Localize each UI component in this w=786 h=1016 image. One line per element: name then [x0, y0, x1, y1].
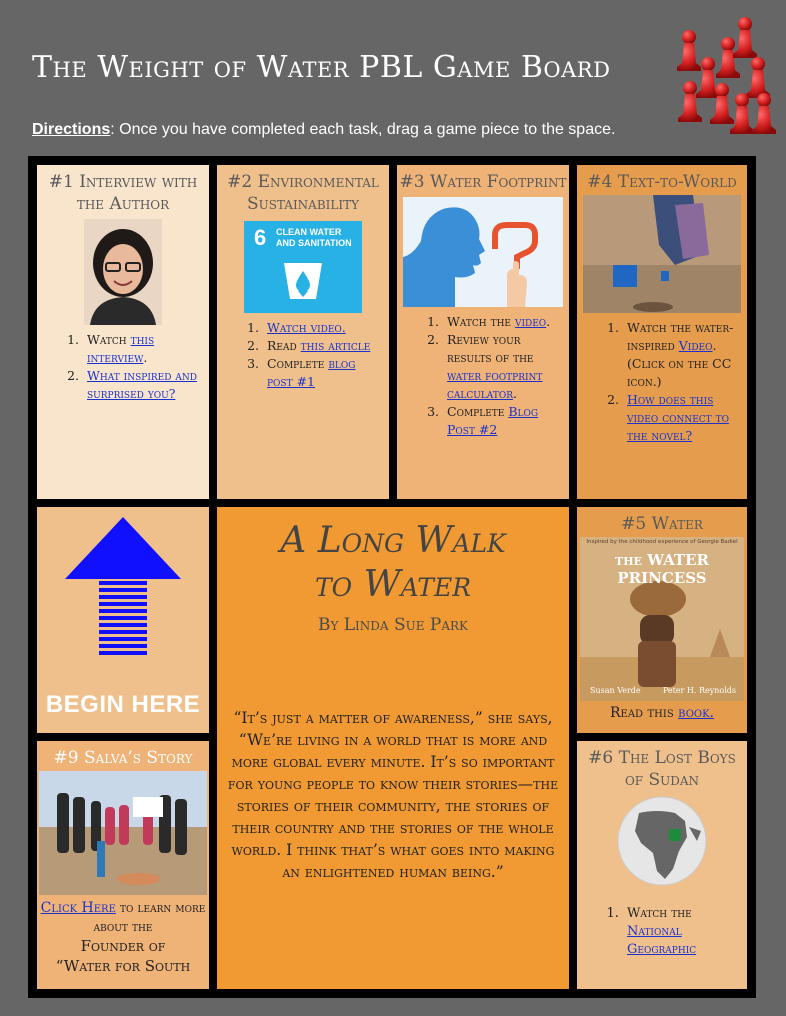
read-book-text: Read this book. — [609, 705, 715, 721]
sdg6-badge — [244, 221, 362, 313]
center-panel — [217, 507, 569, 989]
list-item: 1. Watch the video. — [443, 313, 561, 331]
directions-label: Directions — [32, 121, 111, 138]
space-2-title: #2 Environmental Sustainability — [227, 172, 379, 214]
salva-text: Click Here to learn more about the Founder of “Water for South — [40, 900, 206, 975]
badge-text: CLEAN WATER AND SANITATION — [276, 227, 352, 248]
cover-title: the WATER PRINCESS — [615, 551, 709, 587]
nat-geo-link[interactable]: National Geographic — [627, 924, 697, 957]
space-1-interview[interactable] — [37, 165, 209, 499]
water-drop-icon — [244, 221, 362, 313]
space-6-lost-boys[interactable] — [577, 741, 747, 989]
space-3-title: #3 Water Footprint — [399, 172, 567, 192]
globe-sudan-icon — [577, 791, 747, 891]
click-here-link[interactable]: Click Here — [40, 900, 116, 916]
book-title: A Long Walk to Water — [280, 520, 506, 605]
directions — [32, 121, 615, 139]
up-arrow-icon — [37, 515, 209, 675]
cover-author: Susan Verde — [590, 686, 641, 695]
author-quote: “It’s just a matter of awareness,” she says, “We’re living in a world that is more and more global every minute. It’s so important for young people to know their stories—the stories of their community, the stories of their country and the stories of the whole world. I think that’s what goes into making an enlightened human being.” — [227, 709, 559, 881]
water-video-link[interactable]: Video — [678, 338, 713, 353]
space-6-title: #6 The Lost Boys of Sudan — [588, 748, 736, 790]
cover-illustrator: Peter H. Reynolds — [662, 686, 736, 695]
pawn-icon[interactable] — [730, 93, 754, 134]
begin-here-label: BEGIN HERE — [45, 691, 201, 718]
book-byline: By Linda Sue Park — [317, 615, 469, 635]
badge-number: 6 — [254, 225, 267, 250]
space-3-tasks — [397, 313, 569, 439]
list-item: 2. Review your results of the water footprint calculator. — [443, 331, 561, 403]
space-4-title: #4 Text-to-World — [587, 172, 737, 192]
pawn-icon[interactable] — [752, 93, 776, 134]
blog-post-2-link[interactable]: Blog Post #2 — [447, 404, 539, 437]
list-item — [83, 367, 201, 403]
space-3-footprint[interactable] — [397, 165, 569, 499]
footprint-calculator-link[interactable]: water footprint calculator — [447, 368, 543, 401]
book-tagline: Inspired by the childhood experience of Georgie Badiel — [586, 539, 738, 545]
space-4-tasks — [577, 319, 747, 445]
list-item: 1. Watch this interview. — [83, 331, 201, 367]
space-2-tasks — [217, 319, 389, 391]
list-item: 3. Complete Blog Post #2 — [443, 403, 561, 439]
list-item — [263, 319, 381, 337]
game-pieces[interactable] — [662, 12, 782, 142]
list-item: 2. Read this article — [263, 337, 381, 355]
space-9-title: #9 Salva’s Story — [53, 748, 193, 768]
water-pump-photo — [583, 195, 741, 313]
space-9-salva[interactable] — [37, 741, 209, 989]
page-title: The Weight of Water PBL Game Board — [32, 50, 611, 85]
space-6-tasks — [577, 905, 747, 959]
water-princess-cover — [580, 537, 744, 701]
pawn-icon[interactable] — [733, 17, 757, 58]
space-1-tasks — [37, 331, 209, 403]
space-begin[interactable] — [37, 507, 209, 733]
game-board — [28, 156, 756, 998]
list-item: 1. Watch the National Geographic — [623, 905, 739, 959]
well-group-photo — [39, 771, 207, 895]
directions-text: : Once you have completed each task, drag a game piece to the space. — [110, 121, 616, 138]
water-footprint-graphic — [403, 197, 563, 307]
pawn-icon[interactable] — [678, 81, 702, 122]
footprint-video-link[interactable]: video — [514, 314, 547, 329]
watch-video-link[interactable]: Watch video. — [267, 320, 346, 335]
connect-novel-link[interactable]: How does this video connect to the novel? — [627, 392, 730, 443]
interview-link[interactable]: this interview — [87, 332, 155, 365]
article-link[interactable]: this article — [300, 338, 371, 353]
author-portrait — [84, 219, 162, 325]
space-5-title: #5 Water — [621, 514, 703, 534]
blog-post-1-link[interactable]: blog post #1 — [267, 356, 356, 389]
list-item — [623, 391, 739, 445]
space-2-sustainability[interactable] — [217, 165, 389, 499]
inspired-question-link[interactable]: What inspired and surprised you? — [87, 368, 198, 401]
list-item: 1. Watch the water-inspired Video. (Click on the CC icon.) — [623, 319, 739, 391]
pawn-icon[interactable] — [746, 57, 770, 98]
book-link[interactable]: book. — [678, 705, 715, 721]
list-item: 3. Complete blog post #1 — [263, 355, 381, 391]
space-1-title: #1 Interview with the Author — [48, 172, 198, 214]
space-5-water[interactable] — [577, 507, 747, 733]
pawn-icon[interactable] — [677, 30, 701, 71]
space-4-text-to-world[interactable] — [577, 165, 747, 499]
